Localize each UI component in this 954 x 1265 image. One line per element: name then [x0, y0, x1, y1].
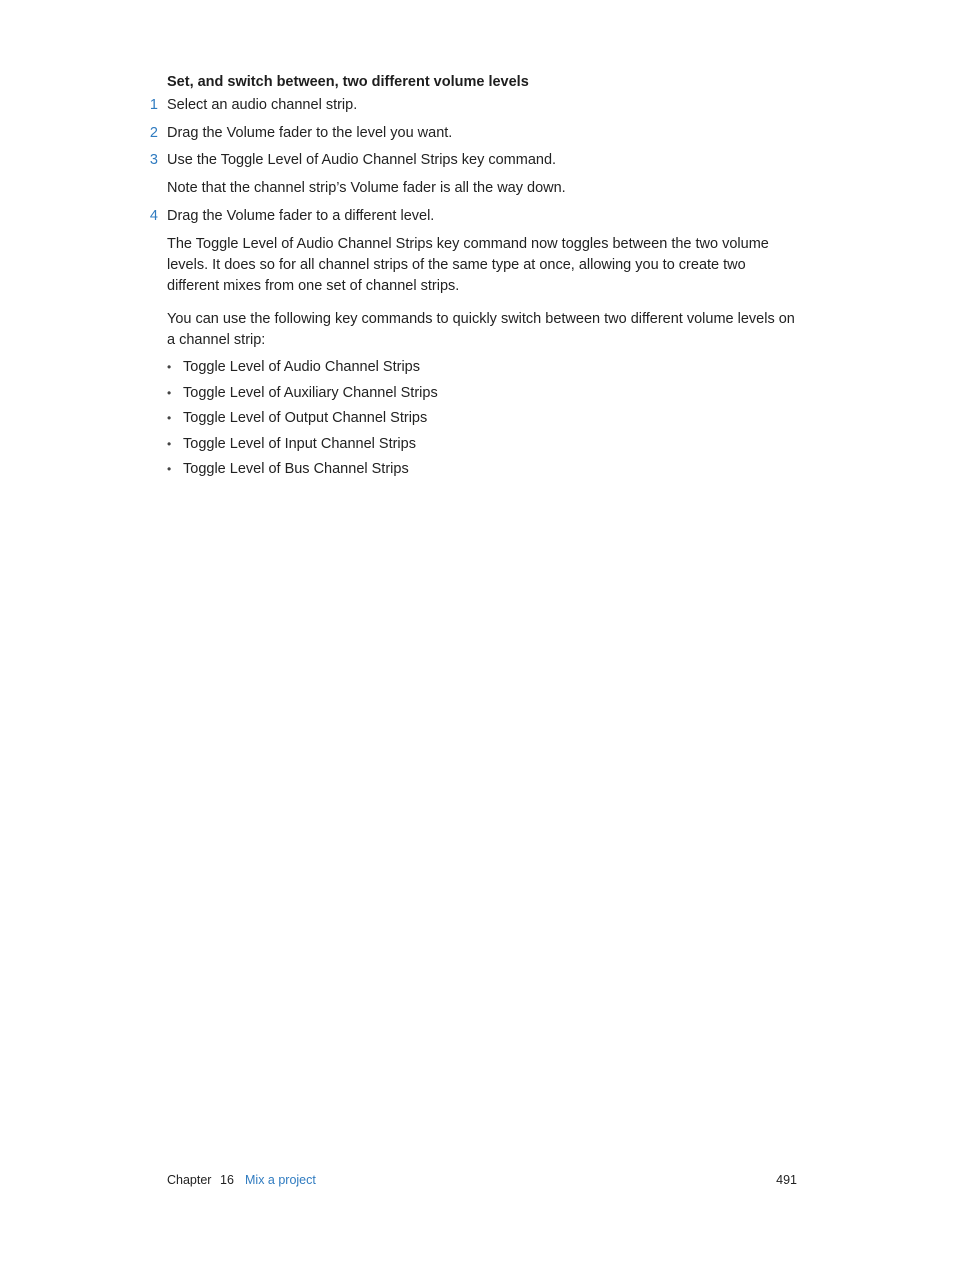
- list-item-text: Toggle Level of Bus Channel Strips: [183, 461, 409, 478]
- step-text: Use the Toggle Level of Audio Channel Strips key command.: [167, 152, 557, 168]
- step-4-paragraph: The Toggle Level of Audio Channel Strips key command now toggles between the two volume levels. It does so for all channel strips of the same type at once, allowing you to create two different mixes from one set of channel strips.: [167, 236, 769, 294]
- chapter-number: 16: [220, 1173, 234, 1187]
- list-item: [167, 357, 797, 383]
- step-number: 4: [149, 208, 158, 224]
- step-3-note: Note that the channel strip’s Volume fader is all the way down.: [167, 180, 566, 196]
- list-item: [167, 434, 797, 460]
- section-heading: Set, and switch between, two different volume levels: [167, 74, 529, 90]
- bullet-icon: •: [167, 462, 172, 477]
- key-commands-intro: You can use the following key commands to quickly switch between two different volume levels on a channel strip:: [167, 311, 795, 348]
- page-number: 491: [776, 1173, 797, 1187]
- step-number: 2: [149, 125, 158, 141]
- step-text: Drag the Volume fader to the level you want.: [167, 125, 453, 141]
- bullet-icon: •: [167, 360, 172, 374]
- bullet-icon: •: [167, 411, 172, 426]
- page-footer: [167, 1173, 797, 1191]
- list-item-text: Toggle Level of Input Channel Strips: [183, 435, 416, 452]
- chapter-title-link[interactable]: Mix a project: [245, 1173, 316, 1187]
- step-number: 1: [149, 97, 158, 113]
- key-commands-list: [167, 357, 797, 485]
- list-item-text: Toggle Level of Audio Channel Strips: [183, 359, 420, 375]
- step-text: Select an audio channel strip.: [167, 97, 358, 113]
- chapter-label: Chapter: [167, 1173, 212, 1187]
- step-number: 3: [149, 152, 158, 168]
- step-text: Drag the Volume fader to a different level.: [167, 208, 435, 224]
- list-item: [167, 408, 797, 434]
- bullet-icon: •: [167, 436, 172, 451]
- list-item: [167, 459, 797, 485]
- list-item-text: Toggle Level of Output Channel Strips: [183, 410, 428, 427]
- list-item: [167, 383, 797, 409]
- list-item-text: Toggle Level of Auxiliary Channel Strips: [183, 384, 438, 401]
- bullet-icon: •: [167, 385, 172, 400]
